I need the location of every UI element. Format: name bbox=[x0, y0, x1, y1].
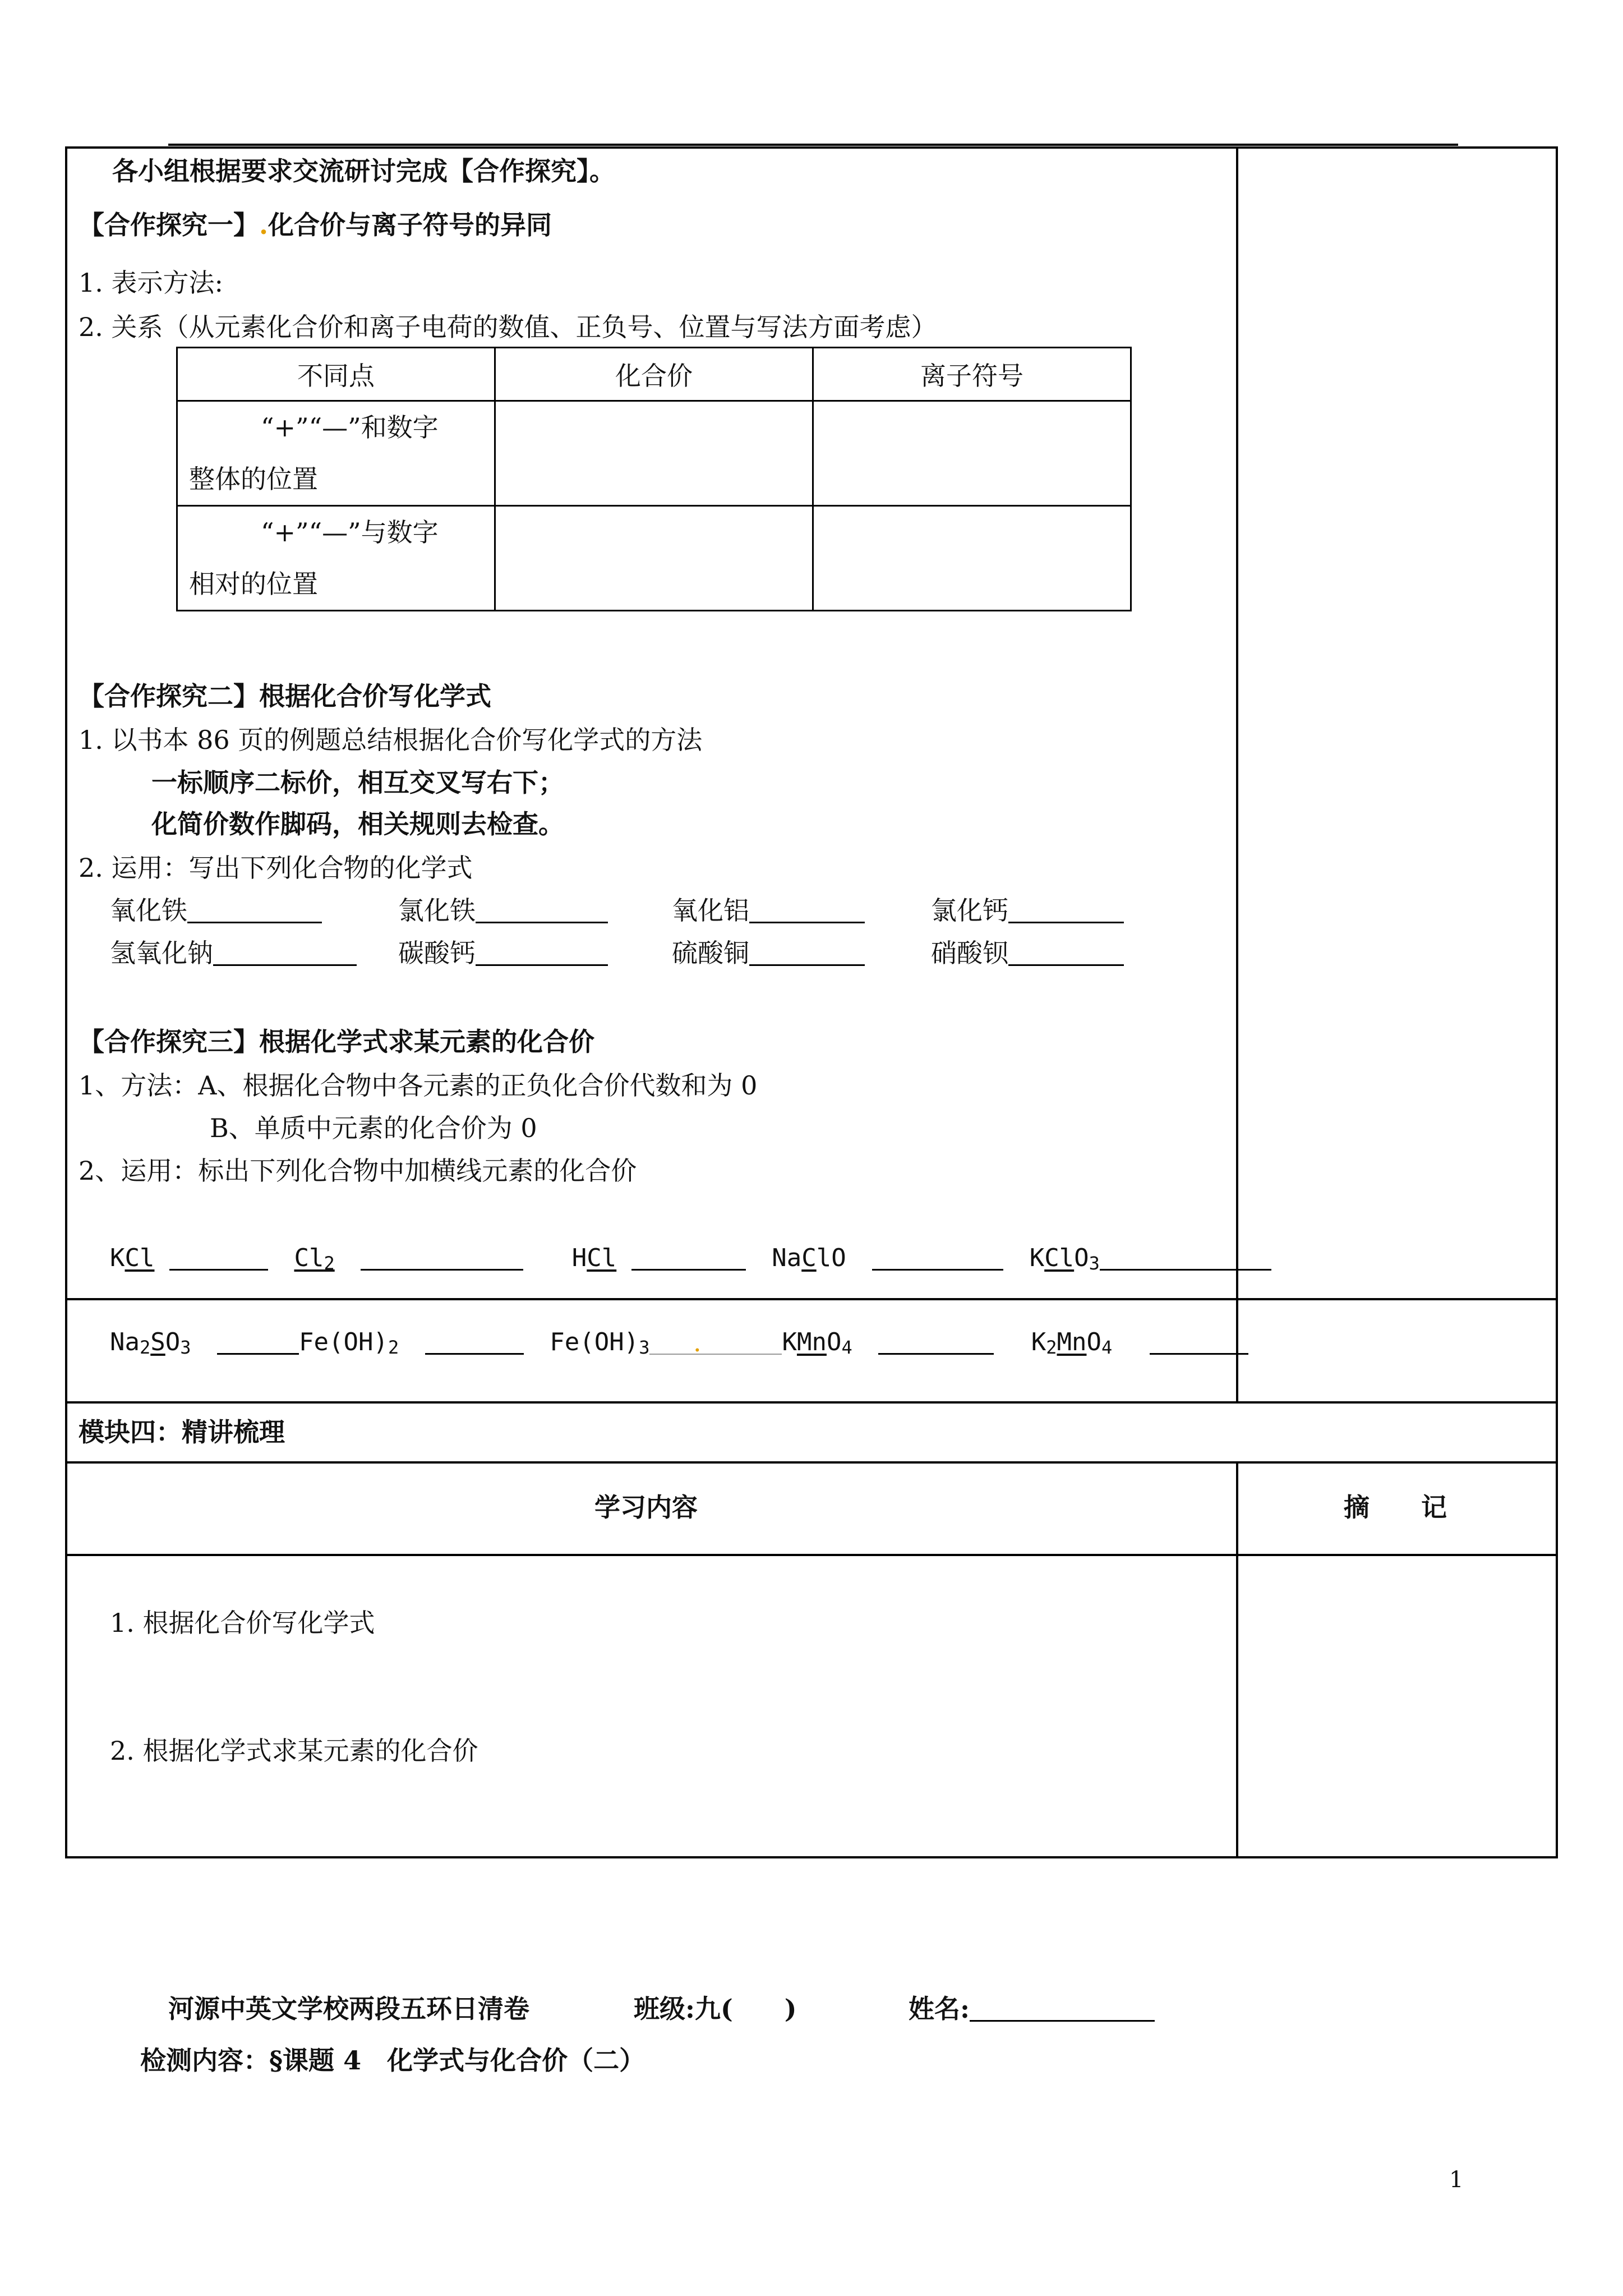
answer-blank[interactable] bbox=[1008, 898, 1124, 923]
label-sodium-hydroxide: 氢氧化钠 bbox=[110, 938, 213, 968]
answer-blank[interactable] bbox=[749, 898, 865, 923]
notes-column-divider bbox=[1236, 146, 1238, 1300]
answer-blank[interactable] bbox=[217, 1329, 299, 1355]
section2-item2: 2. 运用：写出下列化合物的化学式 bbox=[79, 853, 473, 883]
answer-blank[interactable] bbox=[213, 941, 357, 966]
formula-k2mno4: $K_2MnO_4$ bbox=[1031, 1328, 1113, 1358]
compound-copper-sulfate bbox=[672, 940, 865, 966]
formula-kcl: KCl bbox=[110, 1244, 155, 1272]
section3-method-b: B、单质中元素的化合价为 0 bbox=[210, 1113, 537, 1143]
compound-iron-oxide bbox=[110, 895, 322, 926]
compound-aluminum-oxide bbox=[672, 895, 865, 926]
module4-col-notes: 摘 记 bbox=[1344, 1492, 1447, 1522]
module4-title: 模块四：精讲梳理 bbox=[79, 1417, 285, 1447]
module4-item1: 1. 根据化合价写化学式 bbox=[110, 1608, 375, 1638]
answer-blank[interactable] bbox=[361, 1245, 523, 1271]
formula-hcl: HCl bbox=[571, 1244, 617, 1272]
formula-na2so3: $Na_2SO_3$ bbox=[110, 1328, 191, 1358]
formula-feoh2: $Fe(OH)_2$ bbox=[299, 1328, 399, 1358]
section1-item1: 1. 表示方法: bbox=[79, 268, 224, 298]
name-blank[interactable] bbox=[970, 1996, 1155, 2022]
label-calcium-chloride: 氯化钙 bbox=[931, 895, 1008, 926]
frame-bottom bbox=[65, 1856, 1558, 1858]
row1-label bbox=[177, 401, 495, 506]
answer-blank[interactable] bbox=[649, 1327, 782, 1358]
answer-blank[interactable] bbox=[476, 941, 608, 966]
formula-naclo: NaClO bbox=[772, 1244, 846, 1272]
header-difference: 不同点 bbox=[177, 348, 495, 401]
row1-ion-cell[interactable] bbox=[813, 401, 1131, 506]
footer-class: 班级:九( ) bbox=[634, 1994, 797, 2024]
answer-blank[interactable] bbox=[749, 941, 865, 966]
footer-name bbox=[909, 1996, 1155, 2022]
compound-barium-nitrate bbox=[931, 940, 1124, 966]
mark-dot: . bbox=[259, 210, 269, 240]
formula-row1 bbox=[110, 1244, 1271, 1274]
formula-cl2: $Cl_2$ bbox=[294, 1244, 335, 1274]
module4-top-rule bbox=[65, 1401, 1558, 1404]
section1-title-bracket: 【合作探究一】 bbox=[79, 210, 259, 240]
formula-kclo3: KClO$_3$ bbox=[1029, 1244, 1100, 1274]
section2-rule1: 一标顺序二标价，相互交叉写右下； bbox=[151, 767, 564, 798]
module4-header-rule bbox=[65, 1554, 1558, 1556]
section2-title: 【合作探究二】根据化合价写化学式 bbox=[79, 681, 491, 711]
row2-line2: 相对的位置 bbox=[189, 569, 318, 599]
frame-left-lower bbox=[65, 1300, 67, 1858]
label-iron-oxide: 氧化铁 bbox=[110, 895, 187, 926]
section2-item1: 1. 以书本 86 页的例题总结根据化合价写化学式的方法 bbox=[79, 725, 703, 755]
section3-apply: 2、运用：标出下列化合物中加横线元素的化合价 bbox=[79, 1156, 637, 1186]
answer-blank[interactable] bbox=[476, 898, 608, 923]
formula-row2 bbox=[110, 1327, 1248, 1358]
answer-blank[interactable] bbox=[169, 1245, 268, 1271]
intro-text: 各小组根据要求交流研讨完成【合作探究】。 bbox=[112, 156, 615, 186]
section1-item2: 2. 关系（从元素化合价和离子电荷的数值、正负号、位置与写法方面考虑） bbox=[79, 312, 937, 342]
label-calcium-carbonate: 碳酸钙 bbox=[398, 938, 476, 968]
answer-blank[interactable] bbox=[1150, 1329, 1248, 1355]
footer-content: 检测内容：§课题 4 化学式与化合价（二） bbox=[140, 2045, 645, 2076]
module4-col-content: 学习内容 bbox=[594, 1492, 698, 1522]
answer-blank[interactable] bbox=[1008, 941, 1124, 966]
answer-blank[interactable] bbox=[878, 1329, 994, 1355]
section3-method-a: 1、方法：A、根据化合物中各元素的正负化合价代数和为 0 bbox=[79, 1070, 758, 1101]
row1-line1: “+”“—”和数字 bbox=[261, 412, 439, 443]
row1-valence-cell[interactable] bbox=[495, 401, 813, 506]
module4-bottom-rule bbox=[65, 1461, 1558, 1464]
row2-line1: “+”“—”与数字 bbox=[261, 517, 439, 547]
row2-ion-cell[interactable] bbox=[813, 506, 1131, 611]
row2-label bbox=[177, 506, 495, 611]
header-ion-symbol: 离子符号 bbox=[813, 348, 1131, 401]
formula-feoh3: $Fe(OH)_3$ bbox=[550, 1328, 650, 1358]
answer-blank[interactable] bbox=[187, 898, 322, 923]
module4-item2: 2. 根据化学式求某元素的化合价 bbox=[110, 1736, 478, 1766]
section1-title bbox=[79, 212, 552, 238]
answer-blank[interactable] bbox=[631, 1245, 746, 1271]
header-rule bbox=[168, 144, 1458, 146]
answer-blank[interactable] bbox=[425, 1329, 524, 1355]
footer-school: 河源中英文学校两段五环日清卷 bbox=[168, 1994, 529, 2024]
compound-sodium-hydroxide bbox=[110, 940, 357, 966]
label-aluminum-oxide: 氧化铝 bbox=[672, 895, 749, 926]
compound-calcium-chloride bbox=[931, 895, 1124, 926]
compound-calcium-carbonate bbox=[398, 940, 608, 966]
page-number: 1 bbox=[1449, 2167, 1464, 2193]
comparison-table bbox=[176, 347, 1132, 611]
label-copper-sulfate: 硫酸铜 bbox=[672, 938, 749, 968]
footer-name-label: 姓名: bbox=[909, 1994, 970, 2024]
answer-blank[interactable] bbox=[1100, 1245, 1271, 1271]
frame-right-lower bbox=[1556, 1300, 1558, 1858]
answer-blank[interactable] bbox=[872, 1245, 1003, 1271]
row1-line2: 整体的位置 bbox=[189, 464, 318, 494]
compound-iron-chloride bbox=[398, 895, 608, 926]
section3-title: 【合作探究三】根据化学式求某元素的化合价 bbox=[79, 1027, 594, 1057]
section2-rule2: 化简价数作脚码，相关规则去检查。 bbox=[151, 809, 564, 839]
label-iron-chloride: 氯化铁 bbox=[398, 895, 476, 926]
section1-title-text: 化合价与离子符号的异同 bbox=[268, 210, 552, 240]
header-valence: 化合价 bbox=[495, 348, 813, 401]
notes-divider-lower-b bbox=[1236, 1461, 1238, 1858]
row2-valence-cell[interactable] bbox=[495, 506, 813, 611]
label-barium-nitrate: 硝酸钡 bbox=[931, 938, 1008, 968]
mark-dot: . bbox=[693, 1327, 702, 1358]
formula-kmno4: KMnO$_4$ bbox=[782, 1328, 852, 1358]
